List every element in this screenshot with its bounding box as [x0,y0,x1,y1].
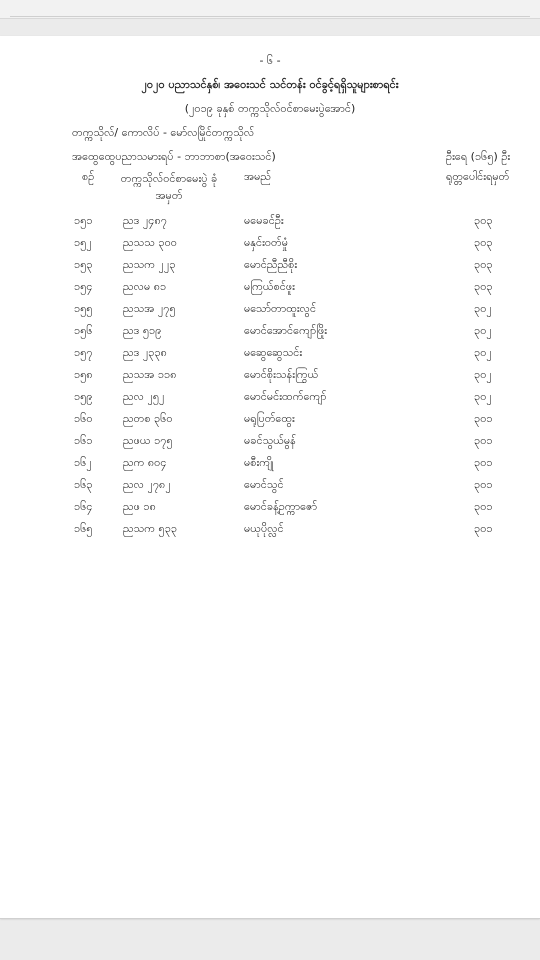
table-row [0,496,540,518]
divider [0,918,540,919]
table-row [0,342,540,364]
page-number: - ၆ - [259,54,281,67]
total-score: ၃၀၁ [474,500,493,513]
roll-number: ညဒ ၂၄၈၇ [123,214,167,227]
student-name: မသော်တာထူးလွင် [244,302,317,315]
roll-number: ညတစ ၃၆၀ [123,412,173,425]
document-page [0,36,540,918]
row-number: ၁၆၃ [74,478,93,491]
total-score: ၃၀၁ [474,456,493,469]
row-number: ၁၅၈ [74,368,93,381]
count-label: ဦးရေ (၁၆၅) ဦး [446,150,511,163]
row-number: ၁၅၆ [74,324,93,337]
table-row [0,276,540,298]
total-score: ၃၀၃ [474,280,493,293]
column-header-score: ရုတ္တပေါင်းရမှတ် [446,170,510,183]
student-name: မမေခင်ဦး [244,214,284,227]
row-number: ၁၆၀ [74,412,93,425]
column-header-no: စဉ် [82,170,95,183]
roll-number: ညလ ၂၅၂ [123,390,165,403]
university-line: တက္ကသိုလ်/ ကောလိပ် - မော်လမြိုင်တက္ကသိုလ် [72,126,255,139]
row-number: ၁၆၁ [74,434,93,447]
total-score: ၃၀၁ [474,412,493,425]
row-number: ၁၅၂ [74,236,92,249]
total-score: ၃၀၃ [474,258,493,271]
document-title: ၂၀၂၀ ပညာသင်နှစ်၊ အဝေးသင် သင်တန်း ဝင်ခွင့်ရရှိသူများစာရင်း [141,78,399,91]
roll-number: ညသက ၂၂၃ [123,258,176,271]
student-name: မဆွေဆွေသင်း [244,346,303,359]
column-header-name: အမည် [244,170,272,183]
roll-number: ညဖယ ၁၇၅ [123,434,173,447]
total-score: ၃၀၂ [474,368,492,381]
table-row [0,254,540,276]
student-name: မောင်စိုးသန်းကြွယ် [244,368,319,381]
total-score: ၃၀၁ [474,478,493,491]
total-score: ၃၀၂ [474,302,492,315]
roll-number: ညဒ ၂၃၃၈ [123,346,167,359]
roll-number: ညဒ ၅၁၉ [123,324,162,337]
table-row [0,474,540,496]
table-row [0,232,540,254]
row-number: ၁၅၄ [74,280,93,293]
document-subtitle: (၂၀၁၉ ခုနှစ် တက္ကသိုလ်ဝင်စာမေးပွဲအောင်) [184,102,356,115]
student-name: မရုပြတ်ထွေး [244,412,295,425]
table-row [0,210,540,232]
roll-number: ညသသ ၃၀၀ [123,236,177,249]
roll-number: ညလ ၂၇၈၂ [123,478,171,491]
total-score: ၃၀၁ [474,434,493,447]
student-name: မယုပိုလ္လင် [244,522,284,535]
total-score: ၃၀၃ [474,236,493,249]
table-row [0,408,540,430]
table-row [0,386,540,408]
student-name: မကြယ်စင်ဖူး [244,280,295,293]
row-number: ၁၅၅ [74,302,93,315]
divider [10,16,530,17]
student-name: မောင်ညီညီစိုး [244,258,298,271]
subject-line: အထွေထွေပညာသမားရပ် - ဘာဘာစာ(အဝေးသင်) [72,150,276,163]
roll-number: ညသအ ၁၁၈ [123,368,177,381]
student-name: မောင်သွင် [244,478,284,491]
total-score: ၃၀၃ [474,214,493,227]
column-header-roll: တက္ကသိုလ်ဝင်စာမေးပွဲ ခုံအမှတ် [120,172,218,202]
row-number: ၁၅၇ [74,346,93,359]
total-score: ၃၀၂ [474,324,492,337]
table-row [0,430,540,452]
total-score: ၃၀၁ [474,522,493,535]
row-number: ၁၅၉ [74,390,93,403]
row-number: ၁၅၁ [74,214,93,227]
total-score: ၃၀၂ [474,390,492,403]
student-name: မနှင်းဝတ်မှုံ [244,236,289,249]
student-name: မောင်မင်းထက်ကျော် [244,390,327,403]
row-number: ၁၆၂ [74,456,92,469]
table-row [0,298,540,320]
row-number: ၁၆၄ [74,500,93,513]
roll-number: ညသအ ၂၇၅ [123,302,176,315]
student-name: မောင်ခန့်ဥက္ကာဇော် [244,500,318,513]
student-name: မခင်သွယ်မွန် [244,434,296,447]
roll-number: ညဖ ၁၈ [123,500,156,513]
row-number: ၁၆၅ [74,522,93,535]
roll-number: ညလမ ၈၁ [123,280,167,293]
table-row [0,364,540,386]
student-name: မောင်အောင်ကျော်ဖြိုး [244,324,328,337]
table-row [0,518,540,540]
roll-number: ညသက ၅၃၃ [123,522,178,535]
row-number: ၁၅၃ [74,258,93,271]
table-row [0,320,540,342]
table-row [0,452,540,474]
roll-number: ညက ၈၀၄ [123,456,167,469]
total-score: ၃၀၂ [474,346,492,359]
student-name: မစီးကျို [244,456,274,469]
